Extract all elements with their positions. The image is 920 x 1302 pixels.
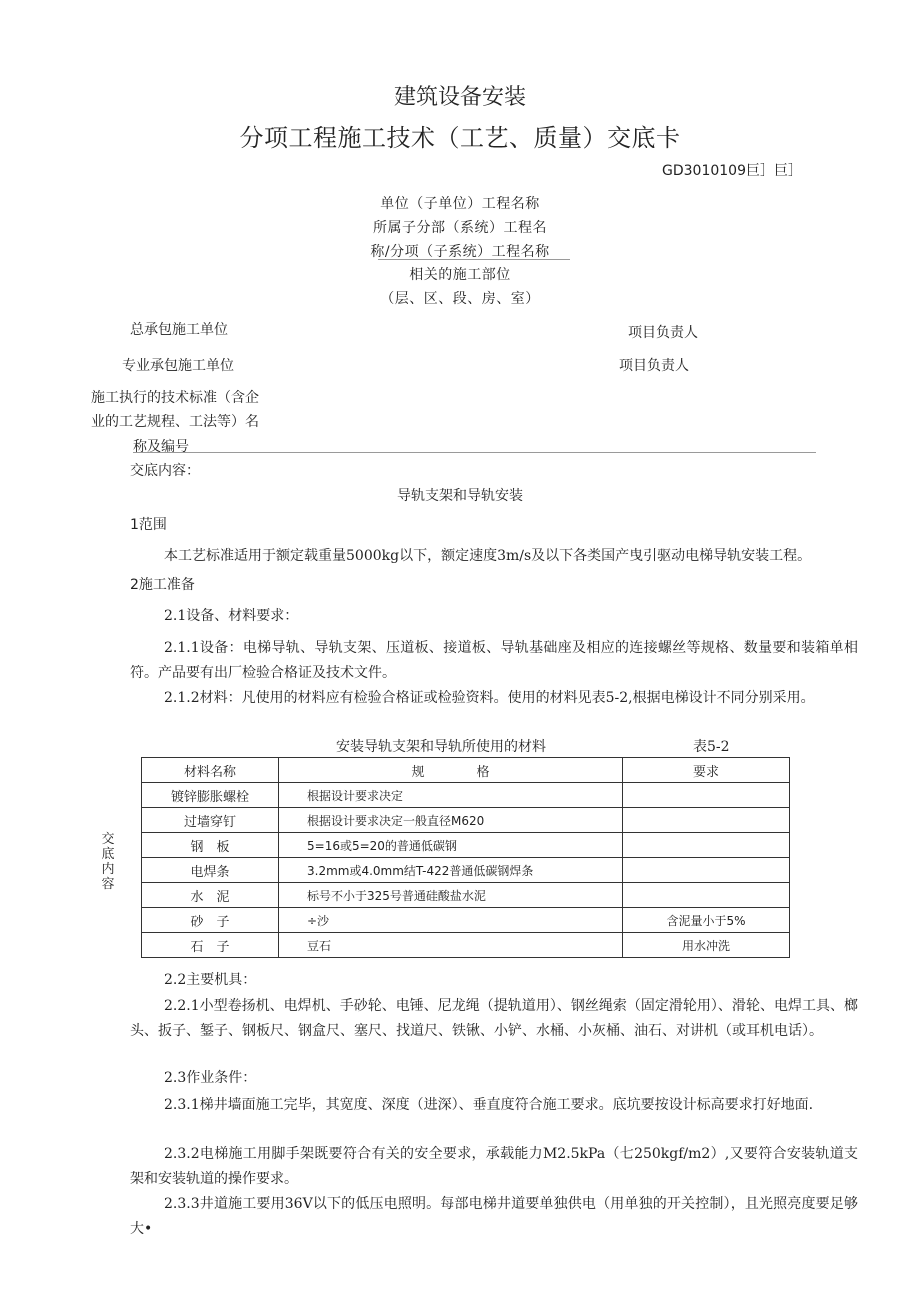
construction-location-label: 相关的施工部位: [409, 267, 511, 283]
table-cell: 过墙穿钉: [142, 808, 279, 833]
table-cell: 钢 板: [142, 833, 279, 858]
standard-underline: [133, 452, 816, 453]
paragraph-scope: 本工艺标准适用于额定载重量5000kg以下，额定速度3m∕s及以下各类国产曳引驱动电梯导轨安装工程。: [164, 548, 812, 564]
table-cell: 根据设计要求决定一般直径M620: [279, 808, 623, 833]
content-label: 交底内容：: [130, 463, 200, 479]
paragraph-2-3-2: 2.3.2电梯施工用脚手架既要符合有关的安全要求，承载能力M2.5kPa（七250kgf/m2）,又要符合安装轨道支架和安装轨道的操作要求。: [130, 1146, 858, 1187]
table-cell: 标号不小于325号普通硅酸盐水泥: [279, 883, 623, 908]
general-contractor-label: 总承包施工单位: [130, 322, 228, 338]
technical-standard-label-line2: 业的工艺规程、工法等）名: [91, 414, 259, 430]
table-cell: 5=16或5=20的普通低碳钢: [279, 833, 623, 858]
table-row: [142, 908, 790, 933]
table-cell: [623, 783, 790, 808]
paragraph-2-1: 2.1设备、材料要求：: [164, 608, 299, 624]
table-row: [142, 933, 790, 958]
sub-contractor-label: 专业承包施工单位: [122, 358, 234, 374]
table-header-cell: 材料名称: [142, 758, 279, 783]
table-cell: [623, 833, 790, 858]
unit-project-name-label: 单位（子单位）工程名称: [380, 196, 540, 212]
paragraph-2-1-1: 2.1.1设备：电梯导轨、导轨支架、压道板、接道板、导轨基础座及相应的连接螺丝等规格、数量要和装箱单相符。产品要有出厂检验合格证及技术文件。: [130, 640, 858, 681]
paragraph-2-3-1: 2.3.1梯井墙面施工完毕，其宽度、深度（进深）、垂直度符合施工要求。底坑要按设计标高要求打好地面.: [164, 1097, 814, 1113]
table-cell: 豆石: [279, 933, 623, 958]
table-cell: [623, 808, 790, 833]
table-cell: 根据设计要求决定: [279, 783, 623, 808]
table-row: [142, 808, 790, 833]
table-row: [142, 833, 790, 858]
table-cell: 含泥量小于5%: [623, 908, 790, 933]
table-number: 表5-2: [693, 739, 730, 755]
project-leader-label-1: 项目负责人: [628, 325, 698, 341]
table-header-cell: 要求: [623, 758, 790, 783]
location-detail-label: （层、区、段、房、室）: [380, 291, 540, 307]
table-cell: 3.2mm或4.0mm结T-422普通低碳钢焊条: [279, 858, 623, 883]
sub-item-name-label: 称/分项（子系统）工程名称: [370, 244, 550, 260]
heading-preparation: 2施工准备: [130, 577, 195, 593]
table-cell: [623, 883, 790, 908]
paragraph-2-3: 2.3作业条件：: [164, 1070, 257, 1086]
materials-table: [141, 757, 790, 958]
table-row: [142, 883, 790, 908]
table-cell: 石 子: [142, 933, 279, 958]
underline: [378, 259, 570, 260]
project-leader-label-2: 项目负责人: [619, 358, 689, 374]
table-cell: 电焊条: [142, 858, 279, 883]
paragraph-2-1-2: 2.1.2材料：凡使用的材料应有检验合格证或检验资料。使用的材料见表5-2,根据电梯设计不同分别采用。: [164, 690, 815, 706]
paragraph-2-3-3: 2.3.3井道施工要用36V以下的低压电照明。每部电梯井道要单独供电（用单独的开关控制），且光照亮度要足够大•: [130, 1196, 858, 1237]
paragraph-2-2-1: 2.2.1小型卷扬机、电焊机、手砂轮、电锤、尼龙绳（提轨道用）、钢丝绳索（固定滑轮用）、滑轮、电焊工具、榔头、扳子、錾子、钢板尺、钢盒尺、塞尺、找道尺、铁锹、小铲、水桶、小灰桶、油石、对讲机（或耳机电话）。: [130, 998, 858, 1039]
table-cell: 水 泥: [142, 883, 279, 908]
paragraph-2-2: 2.2主要机具：: [164, 972, 257, 988]
table-header-cell: 规 格: [279, 758, 623, 783]
table-row: [142, 858, 790, 883]
table-cell: [623, 858, 790, 883]
side-label-vertical: 交底内容: [101, 832, 115, 892]
section-title: 导轨支架和导轨安装: [397, 488, 523, 504]
table-cell: 镀锌膨胀螺栓: [142, 783, 279, 808]
table-row: [142, 783, 790, 808]
technical-standard-label-line3: 称及编号: [133, 439, 189, 455]
document-code: GD3010109巨］巨］: [662, 163, 802, 179]
technical-standard-label-line1: 施工执行的技术标准（含企: [91, 390, 259, 406]
table-cell: 用水冲洗: [623, 933, 790, 958]
sub-division-name-label: 所属子分部（系统）工程名: [373, 220, 547, 236]
document-title: 分项工程施工技术（工艺、质量）交底卡: [239, 124, 681, 152]
table-header-row: [142, 758, 790, 783]
heading-scope: 1范围: [130, 517, 167, 533]
table-caption: 安装导轨支架和导轨所使用的材料: [336, 739, 546, 755]
table-cell: 砂 子: [142, 908, 279, 933]
table-cell: ÷沙: [279, 908, 623, 933]
document-category: 建筑设备安装: [393, 85, 526, 110]
